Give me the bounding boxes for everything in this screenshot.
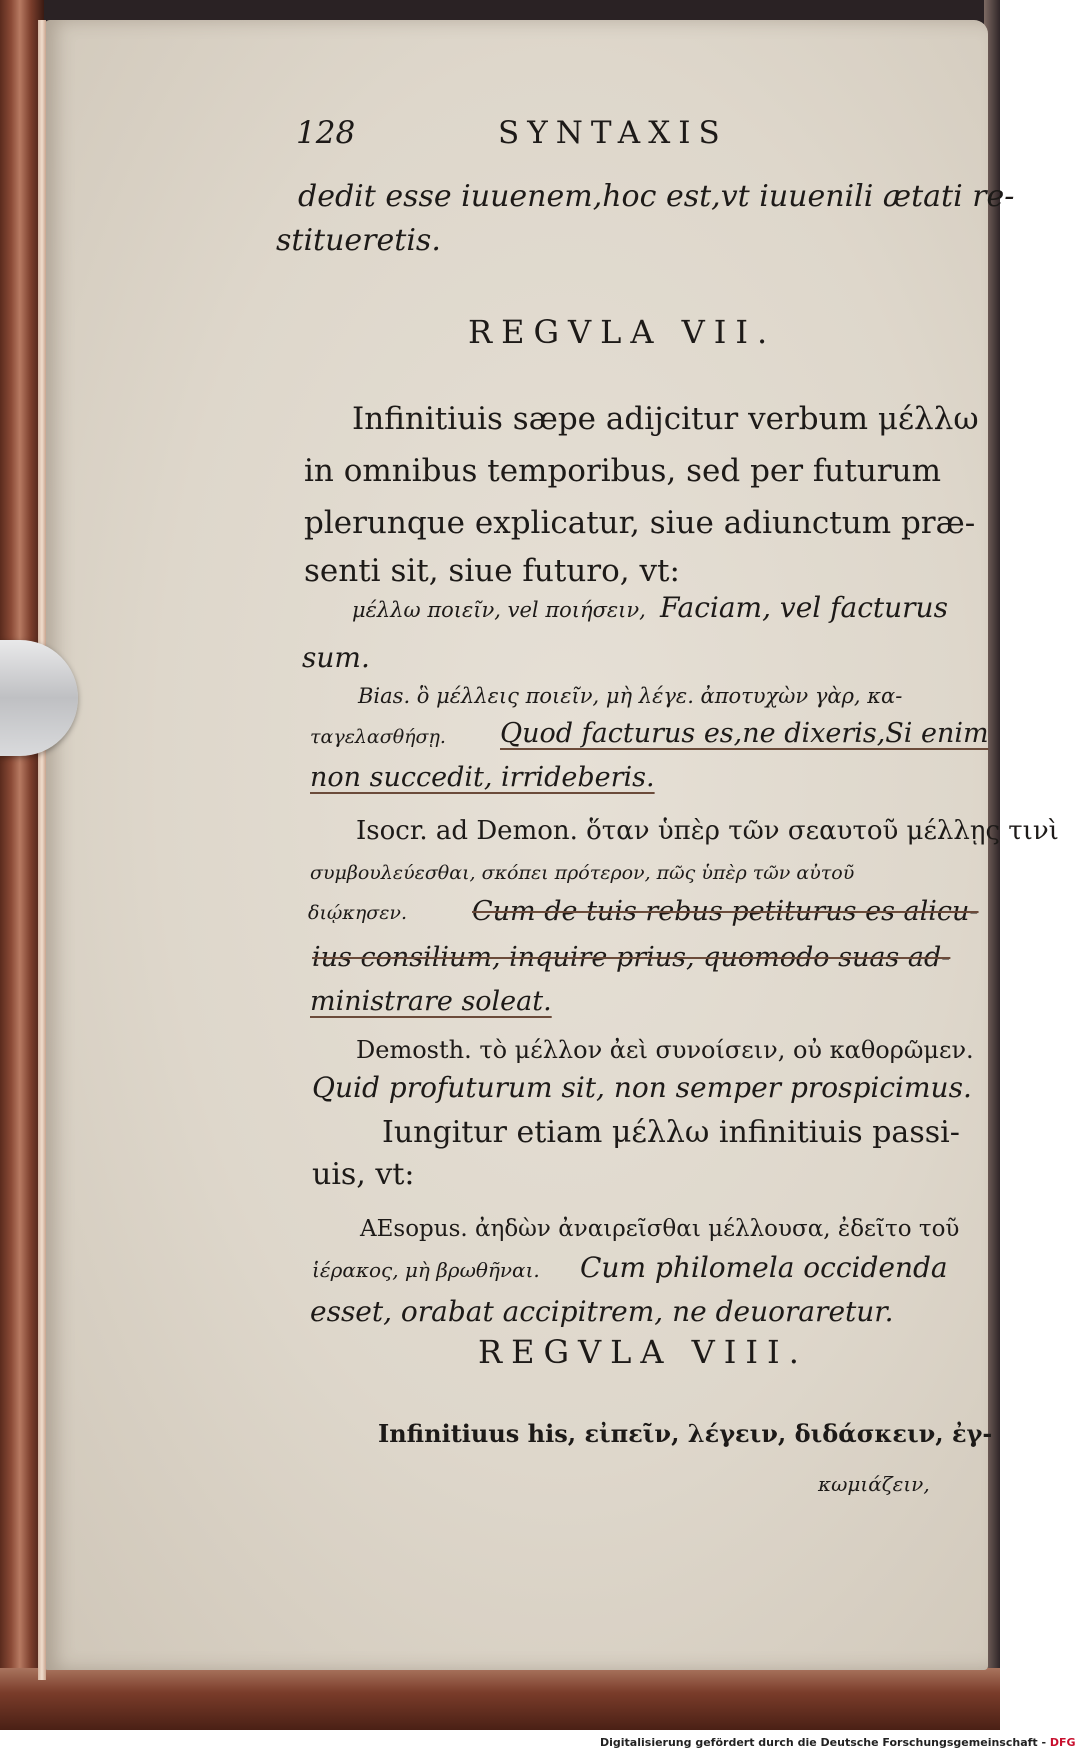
running-head: SYNTAXIS <box>498 115 728 151</box>
section-heading-regula-viii: REGVLA VIII. <box>478 1333 808 1371</box>
text-line: AEsopus. ἀηδὼν ἀναιρεῖσθαι μέλλουσα, ἐδεῖτο τοῦ <box>360 1216 960 1242</box>
text-line: Isocr. ad Demon. ὅταν ὑπὲρ τῶν σεαυτοῦ μέλλῃς τινὶ <box>356 816 1059 846</box>
text-line: uis, vt: <box>312 1157 415 1192</box>
text-line: non succedit, irrideberis. <box>310 762 655 793</box>
greek-text: συμβουλεύεσθαι, σκόπει πρότερον, πῶς ὑπὲρ τῶν αὐτοῦ <box>310 862 855 884</box>
text-line: ministrare soleat. <box>310 986 552 1017</box>
greek-text: διῴκησεν. <box>308 902 407 924</box>
text-line: dedit esse iuuenem,hoc est,vt iuuenili ætati re- <box>298 179 1015 214</box>
text-line: Cum philomela occidenda <box>580 1251 948 1284</box>
digitization-credit <box>600 1736 1076 1749</box>
dfg-logo: DFG <box>1049 1736 1076 1749</box>
text-line: esset, orabat accipitrem, ne deuoraretur. <box>310 1295 894 1328</box>
text-line: Cum de tuis rebus petiturus es alicu- <box>472 896 979 927</box>
text-line: Quod facturus es,ne dixeris,Si enim <box>500 718 989 749</box>
text-line: ius consilium, inquire prius, quomodo suas ad- <box>312 942 951 973</box>
credit-text: Digitalisierung gefördert durch die Deutsche Forschungsgemeinschaft - <box>600 1736 1050 1749</box>
text-line: stitueretis. <box>276 223 441 258</box>
text-line: Infinitiuis sæpe adijcitur verbum μέλλω <box>352 401 979 437</box>
book-bottom-edge <box>0 1668 1000 1730</box>
greek-text: ἱέρακος, μὴ βρωθῆναι. <box>312 1258 540 1282</box>
text-line: Infinitiuus his, εἰπεῖν, λέγειν, διδάσκειν, ἐγ- <box>378 1419 993 1448</box>
text-line: plerunque explicatur, siue adiunctum præ- <box>304 505 976 541</box>
text-line: sum. <box>302 641 370 674</box>
text-line: Quid profuturum sit, non semper prospicimus. <box>312 1071 972 1104</box>
greek-text: ταγελασθήσῃ. <box>310 726 446 748</box>
greek-text: Bias. ὃ μέλλεις ποιεῖν, μὴ λέγε. ἀποτυχὼν γὰρ, κα- <box>358 684 903 708</box>
page-number: 128 <box>296 115 356 151</box>
greek-text: κωμιάζειν, <box>818 1472 930 1496</box>
text-line: in omnibus temporibus, sed per futurum <box>304 453 941 489</box>
greek-text: μέλλω ποιεῖν, vel ποιήσειν, <box>352 598 646 622</box>
text-line: Demosth. τὸ μέλλον ἀεὶ συνοίσειν, οὐ καθορῶμεν. <box>356 1036 974 1064</box>
page-edges <box>38 20 46 1680</box>
text-line: Iungitur etiam μέλλω infinitiuis passi- <box>382 1115 960 1150</box>
text-line: senti sit, siue futuro, vt: <box>304 553 680 589</box>
text-line: Faciam, vel facturus <box>660 591 948 624</box>
section-heading-regula-vii: REGVLA VII. <box>468 313 777 351</box>
